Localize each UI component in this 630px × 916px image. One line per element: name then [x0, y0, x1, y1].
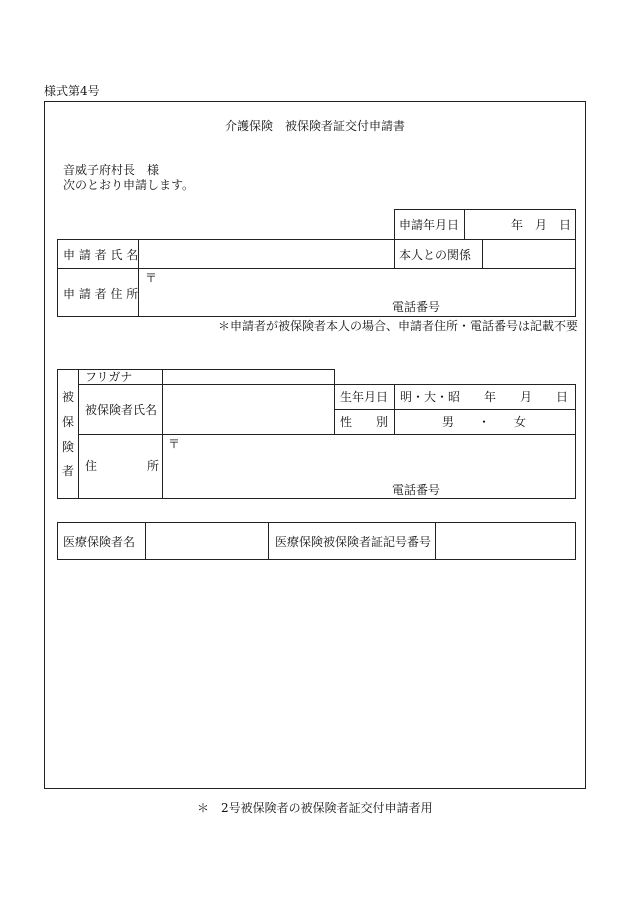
sex-label: 性 別	[340, 415, 389, 429]
insured-name-label: 被保険者氏名	[85, 403, 158, 417]
form-number: 様式第4号	[44, 84, 100, 98]
addressee: 音威子府村長 様	[63, 163, 160, 177]
applicant-address-field[interactable]	[139, 269, 575, 316]
insured-postal-mark: 〒	[168, 437, 181, 451]
applicant-postal-mark: 〒	[145, 271, 158, 285]
insured-phone-label: 電話番号	[392, 483, 441, 497]
applicant-address-label: 申 請 者 住 所	[63, 287, 139, 301]
medical-insurer-label: 医療保険者名	[63, 535, 136, 549]
medical-number-field[interactable]	[436, 523, 575, 559]
footer-note: ＊ 2号被保険者の被保険者証交付申請者用	[197, 801, 433, 815]
furigana-label: フリガナ	[85, 370, 133, 384]
furigana-field[interactable]	[163, 370, 334, 384]
medical-number-label: 医療保険被保険者証記号番号	[275, 535, 432, 549]
intro-text: 次のとおり申請します。	[63, 178, 195, 192]
form-title: 介護保険 被保険者証交付申請書	[224, 119, 405, 133]
insured-side-label-2: 保	[62, 415, 75, 429]
insured-side-label-3: 険	[62, 440, 75, 454]
insured-address-label-right: 所	[147, 459, 160, 473]
application-date-field[interactable]: 年 月 日	[511, 218, 572, 232]
birth-date-label: 生年月日	[340, 390, 389, 404]
insured-side-label-1: 被	[62, 390, 75, 404]
insured-address-label-left: 住	[85, 459, 98, 473]
applicant-note: ＊申請者が被保険者本人の場合、申請者住所・電話番号は記載不要	[218, 319, 579, 333]
relation-field[interactable]	[483, 240, 575, 268]
relation-label: 本人との関係	[399, 248, 472, 262]
insured-address-field[interactable]	[163, 435, 575, 498]
sex-choice[interactable]: 男 ・ 女	[442, 415, 527, 429]
insured-name-field[interactable]	[163, 385, 334, 434]
application-date-label: 申請年月日	[399, 218, 460, 232]
applicant-name-label: 申 請 者 氏 名	[63, 248, 139, 262]
medical-insurer-field[interactable]	[146, 523, 268, 559]
applicant-phone-label: 電話番号	[392, 300, 441, 314]
applicant-name-field[interactable]	[139, 240, 394, 268]
birth-date-field[interactable]: 明・大・昭 年 月 日	[400, 390, 569, 404]
insured-side-label-4: 者	[62, 464, 75, 478]
